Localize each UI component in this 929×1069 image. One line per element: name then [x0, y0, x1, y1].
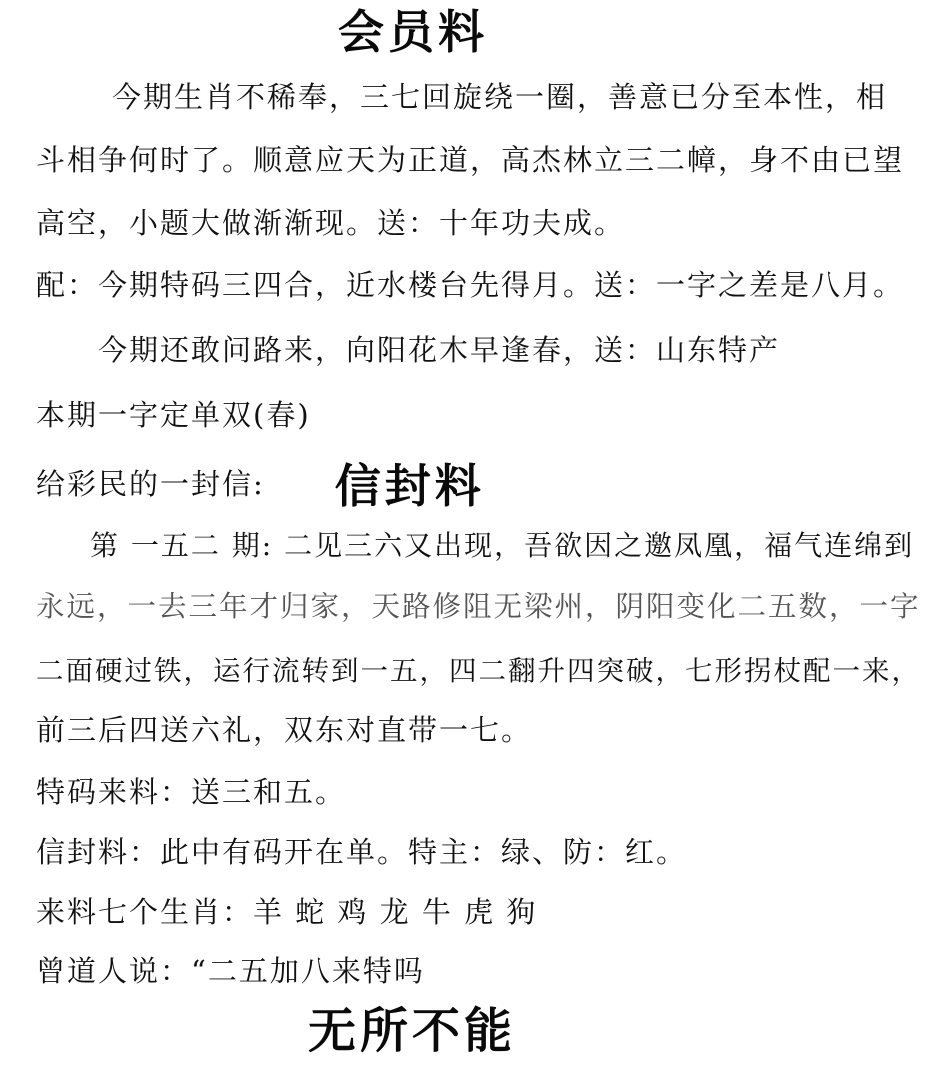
letter-intro-row	[36, 458, 485, 512]
odd-even-line: 本期一字定单双(春)	[36, 398, 311, 432]
letter-line-3: 二面硬过铁，运行流转到一五，四二翻升四突破，七形拐杖配一来，	[36, 655, 921, 687]
letter-line-4: 前三后四送六礼，双东对直带一七。	[36, 713, 533, 747]
member-title: 会员料	[338, 5, 488, 59]
quote-line: 曾道人说：“二五加八来特吗	[36, 954, 425, 988]
zodiac-line: 来料七个生肖：羊 蛇 鸡 龙 牛 虎 狗	[36, 895, 538, 929]
letter-line-1: 第 一五二 期: 二见三六又出现，吾欲因之邀凤凰，福气连绵到	[90, 529, 915, 562]
pair-line: 配：今期特码三四合，近水楼台先得月。送：一字之差是八月。	[36, 268, 905, 302]
envelope-title: 信封料	[334, 459, 485, 513]
letter-line-2: 永远，一去三年才归家，天路修阻无梁州，阴阳变化二五数，一字	[36, 590, 921, 623]
spring-line: 今期还敢问路来，向阳花木早逢春，送：山东特产	[98, 333, 781, 367]
footer-title: 无所不能	[308, 1003, 517, 1059]
envelope-line: 信封料：此中有码开在单。特主：绿、防：红。	[36, 835, 688, 869]
letter-intro-label: 给彩民的一封信:	[36, 467, 265, 501]
special-code-line: 特码来料：送三和五。	[36, 775, 347, 809]
poem-line-1: 今期生肖不稀奉，三七回旋绕一圈，善意已分至本性，相	[112, 80, 888, 114]
poem-line-3: 高空，小题大做渐渐现。送：十年功夫成。	[36, 206, 626, 240]
poem-line-2: 斗相争何时了。顺意应天为正道，高杰林立三二幛，身不由已望	[36, 143, 905, 177]
